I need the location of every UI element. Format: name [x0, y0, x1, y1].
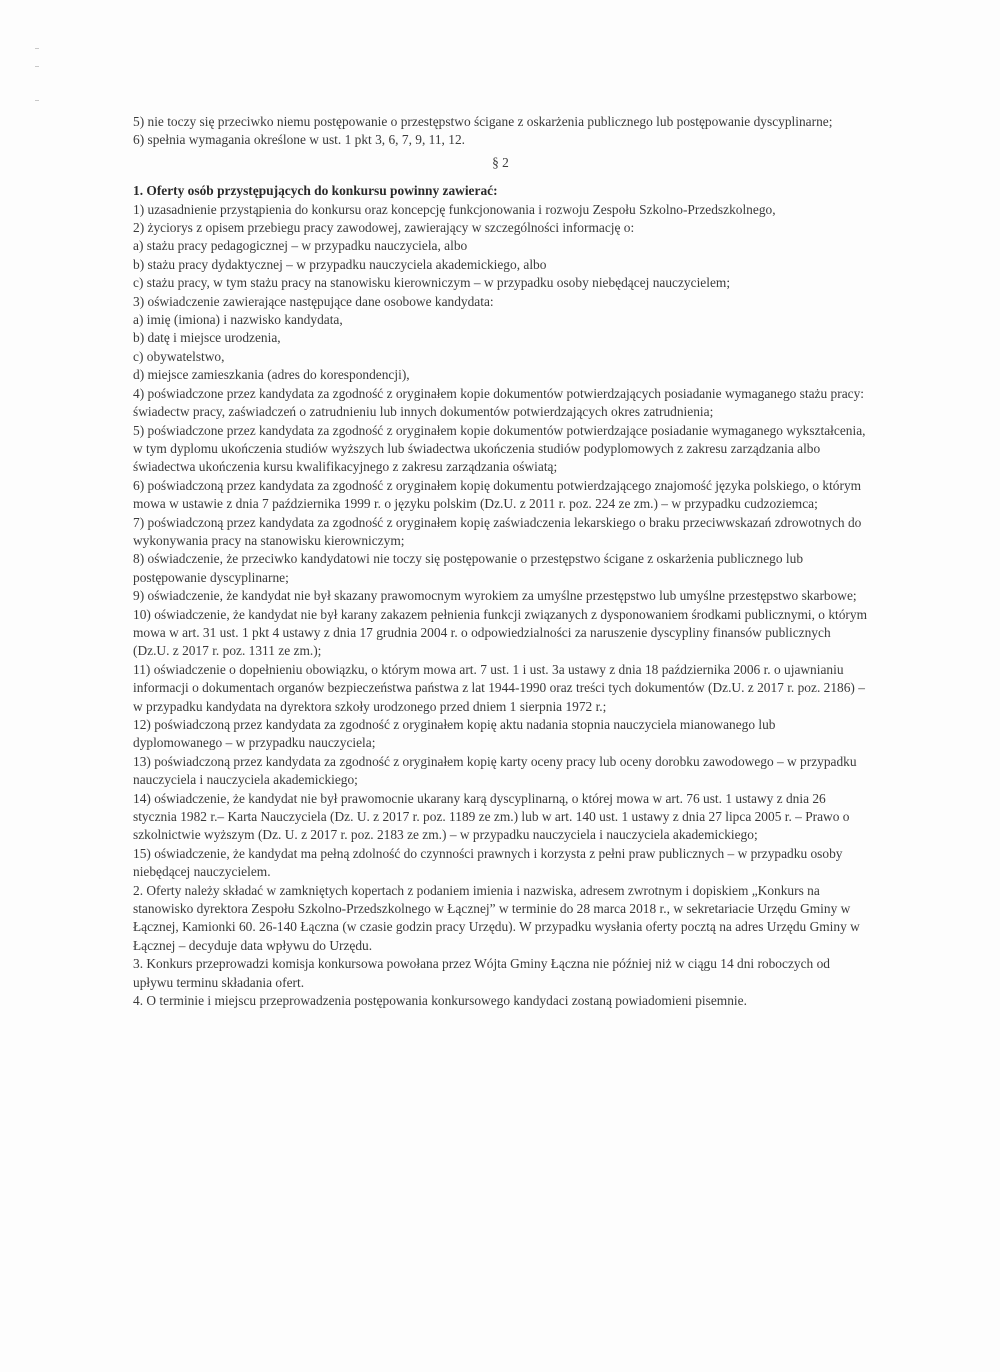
list-item: c) obywatelstwo,	[133, 348, 225, 364]
scan-artifact	[35, 48, 39, 49]
paragraph: 6) spełnia wymagania określone w ust. 1 pkt 3, 6, 7, 9, 11, 12.	[133, 132, 465, 148]
scan-artifact	[35, 100, 39, 101]
list-item: 10) oświadczenie, że kandydat nie był karany zakazem pełnienia funkcji związanych z dysponowaniem środkami publicznymi, o którym mowa w art. 31 ust. 1 pkt 4 ustawy z dnia 17 grudnia 2004 r. o odpowiedzialności za naruszenie dyscypliny finansów publicznych (Dz.U. z 2017 r. poz. 1311 ze zm.);	[133, 606, 868, 659]
list-item: 8) oświadczenie, że przeciwko kandydatowi nie toczy się postępowanie o przestępstwo ścigane z oskarżenia publicznego lub postępowanie dyscyplinarne;	[133, 551, 804, 585]
list-item: 14) oświadczenie, że kandydat nie był prawomocnie ukarany karą dyscyplinarną, o której mowa w art. 76 ust. 1 ustawy z dnia 26 stycznia 1982 r.– Karta Nauczyciela (Dz. U. z 2017 r. poz. 1189 ze zm.) lub w art. 140 ust. 1 ustawy z dnia 27 lipca 2005 r. – Prawo o szkolnictwie wyższym (Dz. U. z 2017 r. poz. 2183 ze zm.) – w przypadku nauczyciela i nauczyciela akademickiego;	[133, 790, 850, 843]
list-item: 5) poświadczone przez kandydata za zgodność z oryginałem kopie dokumentów potwierdzające posiadanie wymaganego wykształcenia, w tym dyplomu ukończenia studiów wyższych lub świadectwa ukończenia studiów podyplomowych z zakresu zarządzania albo świadectwa ukończenia kursu kwalifikacyjnego z zakresu zarządzania oświatą;	[133, 422, 866, 475]
list-item: 11) oświadczenie o dopełnieniu obowiązku, o którym mowa art. 7 ust. 1 i ust. 3a ustawy z dnia 18 października 2006 r. o ujawnianiu informacji o dokumentach organów bezpieczeństwa państwa z lat 1944-1990 oraz treści tych dokumentów (Dz.U. z 2017 r. poz. 2186) – w przypadku kandydata na dyrektora szkoły urodzonego przed dniem 1 sierpnia 1972 r.;	[133, 661, 865, 714]
list-item: 3) oświadczenie zawierające następujące dane osobowe kandydata:	[133, 293, 494, 309]
scan-artifact	[35, 66, 39, 67]
list-item: 13) poświadczoną przez kandydata za zgodność z oryginałem kopię karty oceny pracy lub oceny dorobku zawodowego – w przypadku nauczyciela i nauczyciela akademickiego;	[133, 753, 857, 788]
section-mark: § 2	[492, 154, 509, 170]
list-item: 2) życiorys z opisem przebiegu pracy zawodowej, zawierający w szczególności informację o:	[133, 220, 635, 236]
list-item: b) datę i miejsce urodzenia,	[133, 330, 281, 346]
list-item: b) stażu pracy dydaktycznej – w przypadku nauczyciela akademickiego, albo	[133, 256, 547, 272]
list-item: 3. Konkurs przeprowadzi komisja konkursowa powołana przez Wójta Gminy Łączna nie później niż w ciągu 14 dni roboczych od upływu terminu składania ofert.	[133, 956, 830, 990]
list-item: 15) oświadczenie, że kandydat ma pełną zdolność do czynności prawnych i korzysta z pełni praw publicznych – w przypadku osoby niebędącej nauczycielem.	[133, 845, 843, 880]
list-item: 2. Oferty należy składać w zamkniętych kopertach z podaniem imienia i nazwiska, adresem zwrotnym i dopiskiem „Konkurs na stanowisko dyrektora Zespołu Szkolno-Przedszkolnego w Łącznej” w terminie do 28 marca 2018 r., w sekretariacie Urzędu Gminy w Łącznej, Kamionki 60. 26-140 Łączna (w czasie godzin pracy Urzędu). W przypadku wysłania oferty pocztą na adres Urzędu Gminy w Łącznej – decyduje data wpływu do Urzędu.	[133, 882, 860, 953]
point-heading-text: Oferty osób przystępujących do konkursu powinny zawierać:	[146, 183, 498, 199]
list-item: a) stażu pracy pedagogicznej – w przypadku nauczyciela, albo	[133, 238, 468, 254]
point-number: 1.	[133, 183, 144, 199]
list-item: 12) poświadczoną przez kandydata za zgodność z oryginałem kopię aktu nadania stopnia nauczyciela mianowanego lub dyplomowanego – w przypadku nauczyciela;	[133, 717, 776, 751]
point-heading	[133, 182, 868, 200]
list-item: 4. O terminie i miejscu przeprowadzenia postępowania konkursowego kandydaci zostaną powiadomieni pisemnie.	[133, 993, 747, 1009]
list-item: a) imię (imiona) i nazwisko kandydata,	[133, 312, 343, 328]
list-item: 7) poświadczoną przez kandydata za zgodność z oryginałem kopię zaświadczenia lekarskiego o braku przeciwwskazań zdrowotnych do wykonywania pracy na stanowisku kierowniczym;	[133, 514, 862, 548]
list-item: 9) oświadczenie, że kandydat nie był skazany prawomocnym wyrokiem za umyślne przestępstwo lub umyślne przestępstwo skarbowe;	[133, 588, 857, 604]
list-item: d) miejsce zamieszkania (adres do korespondencji),	[133, 367, 410, 383]
list-item: 4) poświadczone przez kandydata za zgodność z oryginałem kopie dokumentów potwierdzających posiadanie wymaganego stażu pracy: świadectw pracy, zaświadczeń o zatrudnieniu lub innych dokumentów potwierdzających okres zatrudnienia;	[133, 385, 864, 420]
list-item: 6) poświadczoną przez kandydata za zgodność z oryginałem kopię dokumentu potwierdzającego znajomość języka polskiego, o którym mowa w ustawie z dnia 7 października 1999 r. o języku polskim (Dz.U. z 2011 r. poz. 224 ze zm.) – w przypadku cudzoziemca;	[133, 477, 862, 512]
list-item: c) stażu pracy, w tym stażu pracy na stanowisku kierowniczym – w przypadku osoby niebędącej nauczycielem;	[133, 275, 731, 291]
paragraph: 5) nie toczy się przeciwko niemu postępowanie o przestępstwo ścigane z oskarżenia publicznego lub postępowanie dyscyplinarne;	[133, 114, 833, 129]
list-item: 1) uzasadnienie przystąpienia do konkursu oraz koncepcję funkcjonowania i rozwoju Zespołu Szkolno-Przedszkolnego,	[133, 201, 776, 217]
document-body	[133, 113, 868, 1011]
